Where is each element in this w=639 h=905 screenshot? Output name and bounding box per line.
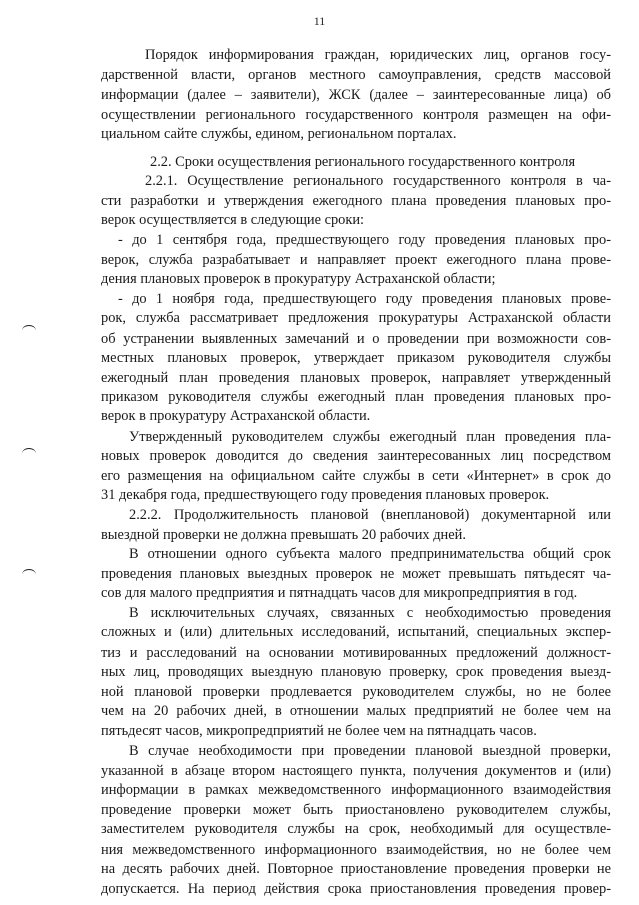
text-line: дения плановых проверок в прокуратуру Астраханской области; [101,271,496,287]
text-line: сти разработки и утверждения ежегодного плана проведения плановых про- [101,193,611,209]
text-line: выездной проверки не должна превышать 20 рабочих дней. [101,527,466,543]
text-line: сов для малого предприятия и пятнадцать часов для микропредприятия в год. [101,585,578,601]
text-line: рок, служба рассматривает предложения прокуратуры Астраханской области [101,310,611,326]
text-line: проведения плановых выездных проверок не может превышать пятьдесят ча- [101,566,611,582]
text-line: В случае необходимости при проведении плановой выездной проверки, [129,743,611,759]
text-line: - до 1 ноября года, предшествующего году проведения плановых прове- [118,291,611,307]
text-line: осуществлении регионального государственного контроля размещен на офи- [101,107,611,123]
text-line: пятьдесят часов, микропредприятий не более чем на пятнадцать часов. [101,723,537,739]
text-line: 2.2. Сроки осуществления регионального государственного контроля [150,154,576,170]
text-line: новых проверок доводится до сведения заинтересованных лиц посредством [101,448,611,464]
text-line: на десять рабочих дней. Повторное приостановление проведения проверки не [101,861,611,877]
text-line: Утвержденный руководителем службы ежегодный план проведения пла- [129,429,611,445]
scan-mark [22,325,36,336]
text-line: информации (далее – заявители), ЖСК (далее – заинтересованные лица) об [101,87,611,103]
text-line: приказом руководителя службы ежегодный план проведения плановых про- [101,389,611,405]
text-line: верок, служба разрабатывает и направляет проект ежегодного плана прове- [101,252,611,268]
text-line: информации в рамках межведомственного информационного взаимодействия [101,782,611,798]
text-line: местных плановых проверок, утверждает приказом руководителя службы [101,350,611,366]
scan-mark [22,569,36,580]
text-line: верок в прокуратуру Астраханской области. [101,408,371,424]
text-line: - до 1 сентября года, предшествующего году проведения плановых про- [118,232,611,248]
text-line: чем на 20 рабочих дней, в отношении малых предприятий не более чем на [101,703,611,719]
text-line: ных лиц, проводящих выездную плановую проверку, срок проведения выезд- [101,664,611,680]
text-line: тиз и расследований на основании мотивированных предложений должност- [101,645,611,661]
text-line: В отношении одного субъекта малого предпринимательства общий срок [129,546,611,562]
text-line: заместителем руководителя службы на срок, необходимый для осуществле- [101,821,611,837]
scan-mark [22,448,36,459]
text-line: верок осуществляется в следующие сроки: [101,212,365,228]
text-line: Порядок информирования граждан, юридических лиц, органов госу- [145,47,611,63]
text-line: ежегодный план проведения плановых проверок, направляет утвержденный [101,370,611,386]
text-line: дарственной власти, органов местного самоуправления, средств массовой [101,67,611,83]
text-line: 31 декабря года, предшествующего году проведения плановых проверок. [101,487,550,503]
text-line: сложных и (или) длительных исследований, испытаний, специальных экспер- [101,624,611,640]
text-line: В исключительных случаях, связанных с необходимостью проведения [129,605,611,621]
text-line: ния межведомственного информационного взаимодействия, но не более чем [101,842,611,858]
text-line: об устранении выявленных замечаний и о проведении при возможности сов- [101,331,611,347]
text-line: 2.2.2. Продолжительность плановой (внеплановой) документарной или [129,507,611,523]
text-line: ной плановой проверки продлевается руководителем службы, но не более [101,684,611,700]
text-line: циальном сайте службы, едином, региональном порталах. [101,126,457,142]
text-line: его размещения на официальном сайте службы в сети «Интернет» в срок до [101,468,611,484]
page-number: 11 [313,14,326,28]
text-line: проведение проверки может быть приостановлено руководителем службы, [101,802,611,818]
text-line: указанной в абзаце втором настоящего пункта, получения документов и (или) [101,763,611,779]
text-line: допускается. На период действия срока приостановления проведения провер- [101,881,611,897]
text-line: 2.2.1. Осуществление регионального государственного контроля в ча- [145,173,611,189]
